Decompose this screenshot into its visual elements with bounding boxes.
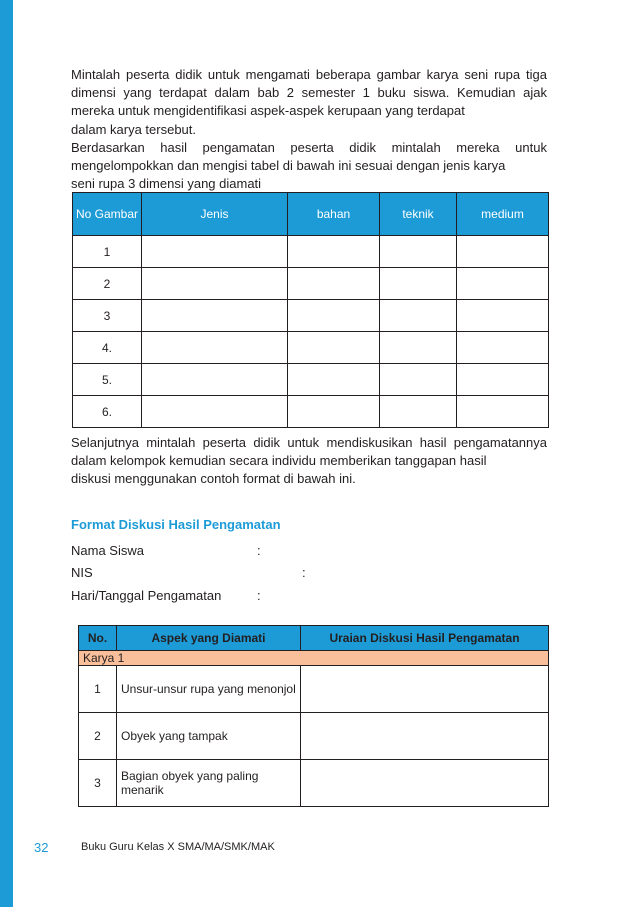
field-label-nis: NIS (71, 565, 93, 580)
paragraph-line: dalam kelompok kemudian secara individu memberikan tanggapan hasil (71, 453, 487, 469)
table-row (79, 760, 549, 807)
cell-uraian[interactable] (301, 713, 549, 760)
row-number: 1 (73, 236, 142, 268)
paragraph-line: ajak mereka untuk mengidentifikasi aspek-aspek kerupaan yang terdapat (71, 85, 547, 119)
group-row (79, 651, 549, 666)
field-label-hari-tanggal: Hari/Tanggal Pengamatan (71, 588, 222, 603)
header-medium: medium (457, 193, 549, 236)
row-number: 3 (79, 760, 117, 807)
cell-bahan[interactable] (288, 300, 380, 332)
paragraph-line: Selanjutnya mintalah peserta didik untuk mendiskusikan hasil pengamatannya (71, 435, 547, 450)
cell-teknik[interactable] (380, 396, 457, 428)
cell-teknik[interactable] (380, 364, 457, 396)
field-label-nama-siswa: Nama Siswa (71, 543, 144, 558)
aspect-label: Unsur-unsur rupa yang menonjol (117, 666, 301, 713)
paragraph-instructions-2 (71, 139, 547, 194)
field-colon: : (257, 588, 261, 603)
paragraph-line: tiga dimensi yang terdapat dalam bab 2 semester 1 buku siswa. Kemudian (71, 67, 547, 101)
paragraph-line: mengelompokkan dan mengisi tabel di bawah ini sesuai dengan jenis karya (71, 158, 506, 174)
paragraph-line: seni rupa 3 dimensi yang diamati (71, 176, 262, 192)
row-number: 3 (73, 300, 142, 332)
paragraph-instructions-1 (71, 66, 547, 139)
cell-teknik[interactable] (380, 332, 457, 364)
cell-medium[interactable] (457, 396, 549, 428)
observation-table-header (73, 193, 549, 236)
cell-jenis[interactable] (142, 332, 288, 364)
cell-medium[interactable] (457, 364, 549, 396)
paragraph-line: diskusi menggunakan contoh format di bawah ini. (71, 471, 356, 487)
cell-uraian[interactable] (301, 760, 549, 807)
cell-bahan[interactable] (288, 268, 380, 300)
cell-bahan[interactable] (288, 396, 380, 428)
cell-jenis[interactable] (142, 300, 288, 332)
row-number: 1 (79, 666, 117, 713)
header-bahan: bahan (288, 193, 380, 236)
cell-bahan[interactable] (288, 236, 380, 268)
discussion-table (78, 625, 549, 807)
cell-teknik[interactable] (380, 236, 457, 268)
cell-jenis[interactable] (142, 396, 288, 428)
paragraph-line: dalam karya tersebut. (71, 121, 197, 137)
cell-teknik[interactable] (380, 300, 457, 332)
observation-table (72, 192, 549, 428)
cell-jenis[interactable] (142, 236, 288, 268)
paragraph-line: Mintalah peserta didik untuk mengamati beberapa gambar karya seni rupa (71, 67, 521, 82)
aspect-label: Bagian obyek yang paling menarik (117, 760, 301, 807)
row-number: 2 (79, 713, 117, 760)
discussion-table-header (79, 626, 549, 651)
cell-medium[interactable] (457, 268, 549, 300)
header-jenis: Jenis (142, 193, 288, 236)
table-row (73, 268, 549, 300)
table-row (73, 300, 549, 332)
cell-medium[interactable] (457, 300, 549, 332)
table-row (79, 713, 549, 760)
table-row (79, 666, 549, 713)
cell-teknik[interactable] (380, 268, 457, 300)
book-title: Buku Guru Kelas X SMA/MA/SMK/MAK (81, 841, 275, 853)
header-teknik: teknik (380, 193, 457, 236)
cell-medium[interactable] (457, 332, 549, 364)
cell-medium[interactable] (457, 236, 549, 268)
row-number: 5. (73, 364, 142, 396)
table-row (73, 236, 549, 268)
aspect-label: Obyek yang tampak (117, 713, 301, 760)
row-number: 2 (73, 268, 142, 300)
table-row (73, 332, 549, 364)
header-uraian: Uraian Diskusi Hasil Pengamatan (301, 626, 549, 651)
header-no-gambar: No Gambar (73, 193, 142, 236)
paragraph-line: Berdasarkan hasil pengamatan peserta didik mintalah mereka untuk (71, 140, 547, 155)
field-colon: : (257, 543, 261, 558)
field-colon: : (302, 565, 306, 580)
paragraph-instructions-3 (71, 434, 547, 489)
cell-bahan[interactable] (288, 332, 380, 364)
header-no: No. (79, 626, 117, 651)
header-aspek: Aspek yang Diamati (117, 626, 301, 651)
format-title: Format Diskusi Hasil Pengamatan (71, 517, 281, 532)
cell-jenis[interactable] (142, 364, 288, 396)
table-row (73, 364, 549, 396)
cell-jenis[interactable] (142, 268, 288, 300)
cell-bahan[interactable] (288, 364, 380, 396)
cell-uraian[interactable] (301, 666, 549, 713)
group-label-karya-1: Karya 1 (79, 651, 549, 666)
table-row (73, 396, 549, 428)
side-color-bar (0, 0, 13, 907)
page-number: 32 (34, 840, 49, 855)
row-number: 6. (73, 396, 142, 428)
row-number: 4. (73, 332, 142, 364)
